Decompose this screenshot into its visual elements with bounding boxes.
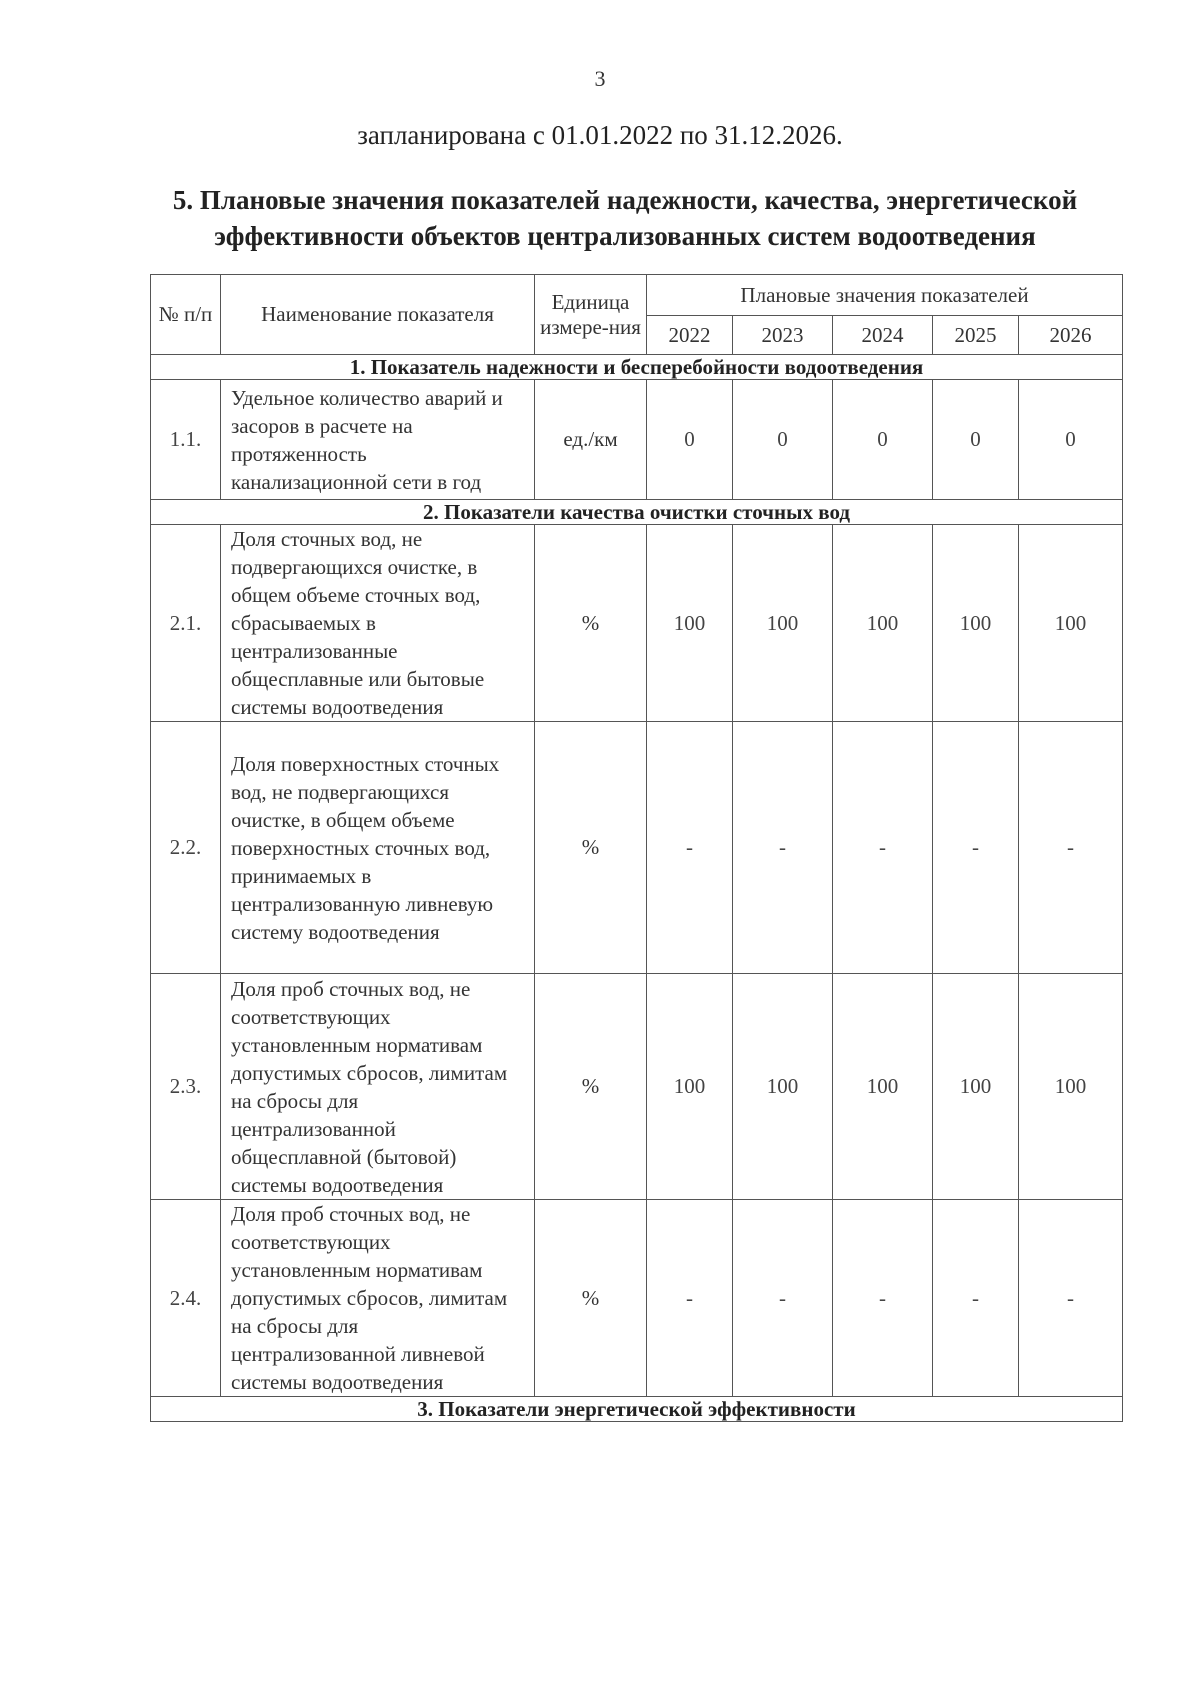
- section-heading: 3. Показатели энергетической эффективности: [151, 1397, 1123, 1422]
- row-number: 2.2.: [151, 722, 221, 974]
- table-header: [151, 275, 1123, 355]
- section-heading: 2. Показатели качества очистки сточных вод: [151, 500, 1123, 525]
- value-cell: 0: [733, 380, 833, 500]
- header-plan: Плановые значения показателей: [647, 275, 1123, 316]
- header-year: 2026: [1019, 316, 1123, 355]
- value-cell: 100: [733, 525, 833, 722]
- section-title-line1: 5. Плановые значения показателей надежности, качества, энергетической: [172, 185, 1078, 215]
- indicator-name: Удельное количество аварий и засоров в расчете на протяженность канализационной сети в год: [221, 380, 535, 500]
- indicator-name: Доля проб сточных вод, не соответствующих установленным нормативам допустимых сбросов, лимитам на сбросы для централизованной ливневой системы водоотведения: [221, 1200, 535, 1397]
- value-cell: -: [933, 1200, 1019, 1397]
- section-row: [151, 355, 1123, 380]
- value-cell: -: [933, 722, 1019, 974]
- value-cell: -: [733, 1200, 833, 1397]
- unit-cell: %: [535, 722, 647, 974]
- value-cell: -: [733, 722, 833, 974]
- header-unit: Единица измере-ния: [535, 275, 647, 355]
- section-row: [151, 1397, 1123, 1422]
- value-cell: 100: [1019, 974, 1123, 1200]
- table-row: [151, 380, 1123, 500]
- value-cell: 0: [647, 380, 733, 500]
- value-cell: 0: [833, 380, 933, 500]
- table-body: [151, 355, 1123, 1422]
- unit-cell: %: [535, 974, 647, 1200]
- value-cell: -: [833, 722, 933, 974]
- row-number: 2.3.: [151, 974, 221, 1200]
- value-cell: 100: [1019, 525, 1123, 722]
- header-year: 2024: [833, 316, 933, 355]
- header-year: 2025: [933, 316, 1019, 355]
- value-cell: 100: [647, 974, 733, 1200]
- intro-line: запланирована с 01.01.2022 по 31.12.2026.: [357, 120, 843, 150]
- indicator-name: Доля сточных вод, не подвергающихся очистке, в общем объеме сточных вод, сбрасываемых в централизованные общесплавные или бытовые системы водоотведения: [221, 525, 535, 722]
- table-row: [151, 722, 1123, 974]
- value-cell: -: [647, 722, 733, 974]
- indicators-table: [150, 274, 1123, 1422]
- section-title-line2: эффективности объектов централизованных систем водоотведения: [214, 221, 1036, 251]
- value-cell: 0: [1019, 380, 1123, 500]
- value-cell: 100: [833, 974, 933, 1200]
- table-row: [151, 1200, 1123, 1397]
- section-heading: 1. Показатель надежности и бесперебойности водоотведения: [151, 355, 1123, 380]
- row-number: 2.4.: [151, 1200, 221, 1397]
- value-cell: 100: [933, 525, 1019, 722]
- table-row: [151, 525, 1123, 722]
- page-number: 3: [594, 66, 606, 91]
- value-cell: 100: [733, 974, 833, 1200]
- value-cell: 100: [647, 525, 733, 722]
- value-cell: -: [833, 1200, 933, 1397]
- table-row: [151, 974, 1123, 1200]
- header-year: 2023: [733, 316, 833, 355]
- indicators-table-wrap: [150, 274, 1122, 1422]
- value-cell: -: [1019, 1200, 1123, 1397]
- unit-cell: %: [535, 1200, 647, 1397]
- row-number: 2.1.: [151, 525, 221, 722]
- unit-cell: %: [535, 525, 647, 722]
- header-name: Наименование показателя: [221, 275, 535, 355]
- header-row-1: [151, 275, 1123, 316]
- value-cell: 100: [933, 974, 1019, 1200]
- value-cell: 100: [833, 525, 933, 722]
- section-row: [151, 500, 1123, 525]
- indicator-name: Доля проб сточных вод, не соответствующих установленным нормативам допустимых сбросов, лимитам на сбросы для централизованной общесплавной (бытовой) системы водоотведения: [221, 974, 535, 1200]
- section-title: [140, 182, 1110, 254]
- indicator-name: Доля поверхностных сточных вод, не подвергающихся очистке, в общем объеме поверхностных сточных вод, принимаемых в централизованную ливневую систему водоотведения: [221, 722, 535, 974]
- header-year: 2022: [647, 316, 733, 355]
- value-cell: -: [647, 1200, 733, 1397]
- unit-cell: ед./км: [535, 380, 647, 500]
- row-number: 1.1.: [151, 380, 221, 500]
- value-cell: 0: [933, 380, 1019, 500]
- value-cell: -: [1019, 722, 1123, 974]
- header-num: № п/п: [151, 275, 221, 355]
